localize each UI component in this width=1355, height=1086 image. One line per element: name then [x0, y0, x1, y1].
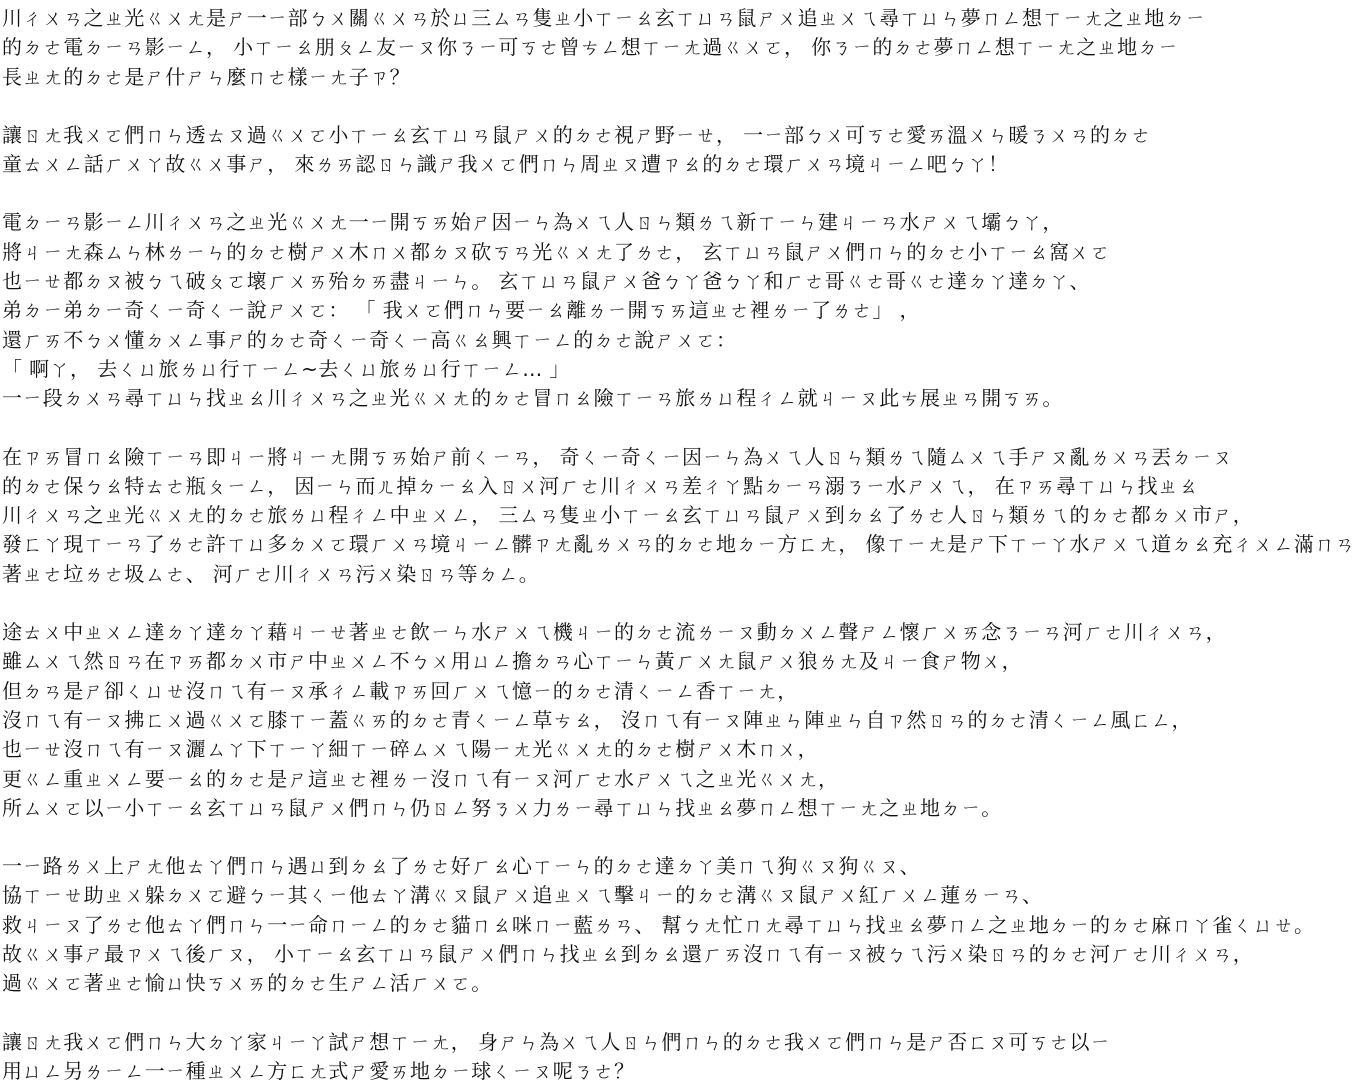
text-line: 故ㄍㄨ事ㄕ最ㄗㄨㄟ後ㄏㄡ， 小ㄒㄧㄠ玄ㄒㄩㄢ鼠ㄕㄨ們ㄇㄣ找ㄓㄠ到ㄉㄠ還ㄏㄞ沒ㄇㄟ有ㄧㄡ被ㄅㄟ污ㄨ染ㄖㄢ的ㄉㄜ河ㄏㄜ川ㄔㄨㄢ，	[2, 942, 1254, 967]
text-line: 在ㄗㄞ冒ㄇㄠ險ㄒㄧㄢ即ㄐㄧ將ㄐㄧㄤ開ㄎㄞ始ㄕ前ㄑㄧㄢ， 奇ㄑㄧ奇ㄑㄧ因ㄧㄣ為ㄨㄟ人ㄖㄣ類ㄌㄟ隨ㄙㄨㄟ手ㄕㄡ亂ㄌㄨㄢ丟ㄉㄧㄡ	[2, 444, 1233, 469]
text-line: 著ㄓㄜ垃ㄌㄜ圾ㄙㄜ、 河ㄏㄜ川ㄔㄨㄢ污ㄨ染ㄖㄢ等ㄉㄥ。	[2, 561, 540, 586]
text-line: 途ㄊㄨ中ㄓㄨㄥ達ㄉㄚ達ㄉㄚ藉ㄐㄧㄝ著ㄓㄜ飲ㄧㄣ水ㄕㄨㄟ機ㄐㄧ的ㄉㄜ流ㄌㄧㄡ動ㄉㄨㄥ聲ㄕㄥ懷ㄏㄨㄞ念ㄋㄧㄢ河ㄏㄜ川ㄔㄨㄢ，	[2, 620, 1226, 645]
paragraph-closing	[2, 1028, 1111, 1086]
text-line: 更ㄍㄥ重ㄓㄨㄥ要ㄧㄠ的ㄉㄜ是ㄕ這ㄓㄜ裡ㄌㄧ沒ㄇㄟ有ㄧㄡ河ㄏㄜ水ㄕㄨㄟ之ㄓ光ㄍㄨㄤ，	[2, 766, 839, 791]
paragraph-city	[2, 618, 1226, 823]
text-line: 還ㄏㄞ不ㄅㄨ懂ㄉㄨㄥ事ㄕ的ㄉㄜ奇ㄑㄧ奇ㄑㄧ高ㄍㄠ興ㄒㄧㄥ的ㄉㄜ說ㄕㄨㄛ：	[2, 327, 737, 352]
text-line: 川ㄔㄨㄢ之ㄓ光ㄍㄨㄤ是ㄕ一ㄧ部ㄅㄨ關ㄍㄨㄢ於ㄩ三ㄙㄢ隻ㄓ小ㄒㄧㄠ玄ㄒㄩㄢ鼠ㄕㄨ追ㄓㄨㄟ尋ㄒㄩㄣ夢ㄇㄥ想ㄒㄧㄤ之ㄓ地ㄉㄧ	[2, 6, 1206, 30]
text-line: 電ㄉㄧㄢ影ㄧㄥ川ㄔㄨㄢ之ㄓ光ㄍㄨㄤ一ㄧ開ㄎㄞ始ㄕ因ㄧㄣ為ㄨㄟ人ㄖㄣ類ㄌㄟ新ㄒㄧㄣ建ㄐㄧㄢ水ㄕㄨㄟ壩ㄅㄚ，	[2, 210, 1063, 235]
text-line: 沒ㄇㄟ有ㄧㄡ拂ㄈㄨ過ㄍㄨㄛ膝ㄒㄧ蓋ㄍㄞ的ㄉㄜ青ㄑㄧㄥ草ㄘㄠ， 沒ㄇㄟ有ㄧㄡ陣ㄓㄣ陣ㄓㄣ自ㄗ然ㄖㄢ的ㄉㄜ清ㄑㄧㄥ風ㄈㄥ，	[2, 707, 1192, 732]
text-line: 的ㄉㄜ電ㄉㄧㄢ影ㄧㄥ， 小ㄒㄧㄠ朋ㄆㄥ友ㄧㄡ你ㄋㄧ可ㄎㄜ曾ㄘㄥ想ㄒㄧㄤ過ㄍㄨㄛ， 你ㄋㄧ的ㄉㄜ夢ㄇㄥ想ㄒㄧㄤ之ㄓ地ㄉㄧ	[2, 35, 1179, 60]
text-line: 一ㄧ段ㄉㄨㄢ尋ㄒㄩㄣ找ㄓㄠ川ㄔㄨㄢ之ㄓ光ㄍㄨㄤ的ㄉㄜ冒ㄇㄠ險ㄒㄧㄢ旅ㄌㄩ程ㄔㄥ就ㄐㄧㄡ此ㄘ展ㄓㄢ開ㄎㄞ。	[2, 386, 1063, 411]
text-line: 過ㄍㄨㄛ著ㄓㄜ愉ㄩ快ㄎㄨㄞ的ㄉㄜ生ㄕㄥ活ㄏㄨㄛ。	[2, 971, 492, 996]
paragraph-beginning	[2, 208, 1111, 413]
text-line: 川ㄔㄨㄢ之ㄓ光ㄍㄨㄤ的ㄉㄜ旅ㄌㄩ程ㄔㄥ中ㄓㄨㄥ， 三ㄙㄢ隻ㄓ小ㄒㄧㄠ玄ㄒㄩㄢ鼠ㄕㄨ到ㄉㄠ了ㄌㄜ人ㄖㄣ類ㄌㄟ的ㄉㄜ都ㄉㄨ市ㄕ，	[2, 503, 1254, 528]
text-line: 用ㄩㄥ另ㄌㄧㄥ一ㄧ種ㄓㄨㄥ方ㄈㄤ式ㄕ愛ㄞ地ㄉㄧ球ㄑㄧㄡ呢ㄋㄜ？	[2, 1058, 635, 1083]
text-line: 也ㄧㄝ沒ㄇㄟ有ㄧㄡ灑ㄙㄚ下ㄒㄧㄚ細ㄒㄧ碎ㄙㄨㄟ陽ㄧㄤ光ㄍㄨㄤ的ㄉㄜ樹ㄕㄨ木ㄇㄨ，	[2, 737, 818, 762]
text-line: 將ㄐㄧㄤ森ㄙㄣ林ㄌㄧㄣ的ㄉㄜ樹ㄕㄨ木ㄇㄨ都ㄉㄡ砍ㄎㄢ光ㄍㄨㄤ了ㄌㄜ， 玄ㄒㄩㄢ鼠ㄕㄨ們ㄇㄣ的ㄉㄜ小ㄒㄧㄠ窩ㄨㄛ	[2, 239, 1111, 264]
text-line: 讓ㄖㄤ我ㄨㄛ們ㄇㄣ大ㄉㄚ家ㄐㄧㄚ試ㄕ想ㄒㄧㄤ， 身ㄕㄣ為ㄨㄟ人ㄖㄣ們ㄇㄣ的ㄉㄜ我ㄨㄛ們ㄇㄣ是ㄕ否ㄈㄡ可ㄎㄜ以ㄧ	[2, 1029, 1111, 1054]
text-line: 協ㄒㄧㄝ助ㄓㄨ躲ㄉㄨㄛ避ㄅㄧ其ㄑㄧ他ㄊㄚ溝ㄍㄡ鼠ㄕㄨ追ㄓㄨㄟ擊ㄐㄧ的ㄉㄜ溝ㄍㄡ鼠ㄕㄨ紅ㄏㄨㄥ蓮ㄌㄧㄢ、	[2, 883, 1043, 908]
text-line: 救ㄐㄧㄡ了ㄌㄜ他ㄊㄚ們ㄇㄣ一ㄧ命ㄇㄧㄥ的ㄉㄜ貓ㄇㄠ咪ㄇㄧ藍ㄌㄢ、 幫ㄅㄤ忙ㄇㄤ尋ㄒㄩㄣ找ㄓㄠ夢ㄇㄥ之ㄓ地ㄉㄧ的ㄉㄜ麻ㄇㄚ雀ㄑㄩㄝ。	[2, 912, 1315, 937]
text-line: 雖ㄙㄨㄟ然ㄖㄢ在ㄗㄞ都ㄉㄨ市ㄕ中ㄓㄨㄥ不ㄅㄨ用ㄩㄥ擔ㄉㄢ心ㄒㄧㄣ黃ㄏㄨㄤ鼠ㄕㄨ狼ㄌㄤ及ㄐㄧ食ㄕ物ㄨ，	[2, 649, 1022, 674]
text-line: 所ㄙㄨㄛ以ㄧ小ㄒㄧㄠ玄ㄒㄩㄢ鼠ㄕㄨ們ㄇㄣ仍ㄖㄥ努ㄋㄨ力ㄌㄧ尋ㄒㄩㄣ找ㄓㄠ夢ㄇㄥ想ㄒㄧㄤ之ㄓ地ㄉㄧ。	[2, 795, 1002, 820]
text-line: 童ㄊㄨㄥ話ㄏㄨㄚ故ㄍㄨ事ㄕ， 來ㄌㄞ認ㄖㄣ識ㄕ我ㄨㄛ們ㄇㄣ周ㄓㄡ遭ㄗㄠ的ㄉㄜ環ㄏㄨㄢ境ㄐㄧㄥ吧ㄅㄚ！	[2, 152, 1009, 177]
text-line: 一ㄧ路ㄌㄨ上ㄕㄤ他ㄊㄚ們ㄇㄣ遇ㄩ到ㄉㄠ了ㄌㄜ好ㄏㄠ心ㄒㄧㄣ的ㄉㄜ達ㄉㄚ美ㄇㄟ狗ㄍㄡ狗ㄍㄡ、	[2, 854, 920, 879]
paragraph-friends	[2, 852, 1315, 998]
text-line: 也ㄧㄝ都ㄉㄡ被ㄅㄟ破ㄆㄛ壞ㄏㄨㄞ殆ㄉㄞ盡ㄐㄧㄣ。 玄ㄒㄩㄢ鼠ㄕㄨ爸ㄅㄚ爸ㄅㄚ和ㄏㄜ哥ㄍㄜ哥ㄍㄜ達ㄉㄚ達ㄉㄚ、	[2, 269, 1090, 294]
text-line: 弟ㄉㄧ弟ㄉㄧ奇ㄑㄧ奇ㄑㄧ說ㄕㄨㄛ： 「 我ㄨㄛ們ㄇㄣ要ㄧㄠ離ㄌㄧ開ㄎㄞ這ㄓㄜ裡ㄌㄧ了ㄌㄜ」 ，	[2, 298, 920, 323]
text-line: 「 啊ㄚ， 去ㄑㄩ旅ㄌㄩ行ㄒㄧㄥ~去ㄑㄩ旅ㄌㄩ行ㄒㄧㄥ… 」	[2, 356, 570, 381]
paragraph-adventure	[2, 443, 1355, 589]
paragraph-invitation	[2, 121, 1152, 180]
text-line: 的ㄉㄜ保ㄅㄠ特ㄊㄜ瓶ㄆㄧㄥ， 因ㄧㄣ而ㄦ掉ㄉㄧㄠ入ㄖㄨ河ㄏㄜ川ㄔㄨㄢ差ㄔㄚ點ㄉㄧㄢ溺ㄋㄧ水ㄕㄨㄟ， 在ㄗㄞ尋ㄒㄩㄣ找ㄓㄠ	[2, 473, 1199, 498]
paragraph-intro	[2, 4, 1206, 92]
text-line: 但ㄉㄢ是ㄕ卻ㄑㄩㄝ沒ㄇㄟ有ㄧㄡ承ㄔㄥ載ㄗㄞ回ㄏㄨㄟ憶ㄧ的ㄉㄜ清ㄑㄧㄥ香ㄒㄧㄤ，	[2, 678, 798, 703]
text-line: 發ㄈㄚ現ㄒㄧㄢ了ㄌㄜ許ㄒㄩ多ㄉㄨㄛ環ㄏㄨㄢ境ㄐㄧㄥ髒ㄗㄤ亂ㄌㄨㄢ的ㄉㄜ地ㄉㄧ方ㄈㄤ， 像ㄒㄧㄤ是ㄕ下ㄒㄧㄚ水ㄕㄨㄟ道ㄉㄠ充ㄔㄨㄥ滿ㄇㄢ	[2, 532, 1355, 557]
text-line: 長ㄓㄤ的ㄉㄜ是ㄕ什ㄕㄣ麼ㄇㄜ樣ㄧㄤ子ㄗ？	[2, 64, 410, 89]
text-line: 讓ㄖㄤ我ㄨㄛ們ㄇㄣ透ㄊㄡ過ㄍㄨㄛ小ㄒㄧㄠ玄ㄒㄩㄢ鼠ㄕㄨ的ㄉㄜ視ㄕ野ㄧㄝ， 一ㄧ部ㄅㄨ可ㄎㄜ愛ㄞ溫ㄨㄣ暖ㄋㄨㄢ的ㄉㄜ	[2, 122, 1152, 147]
